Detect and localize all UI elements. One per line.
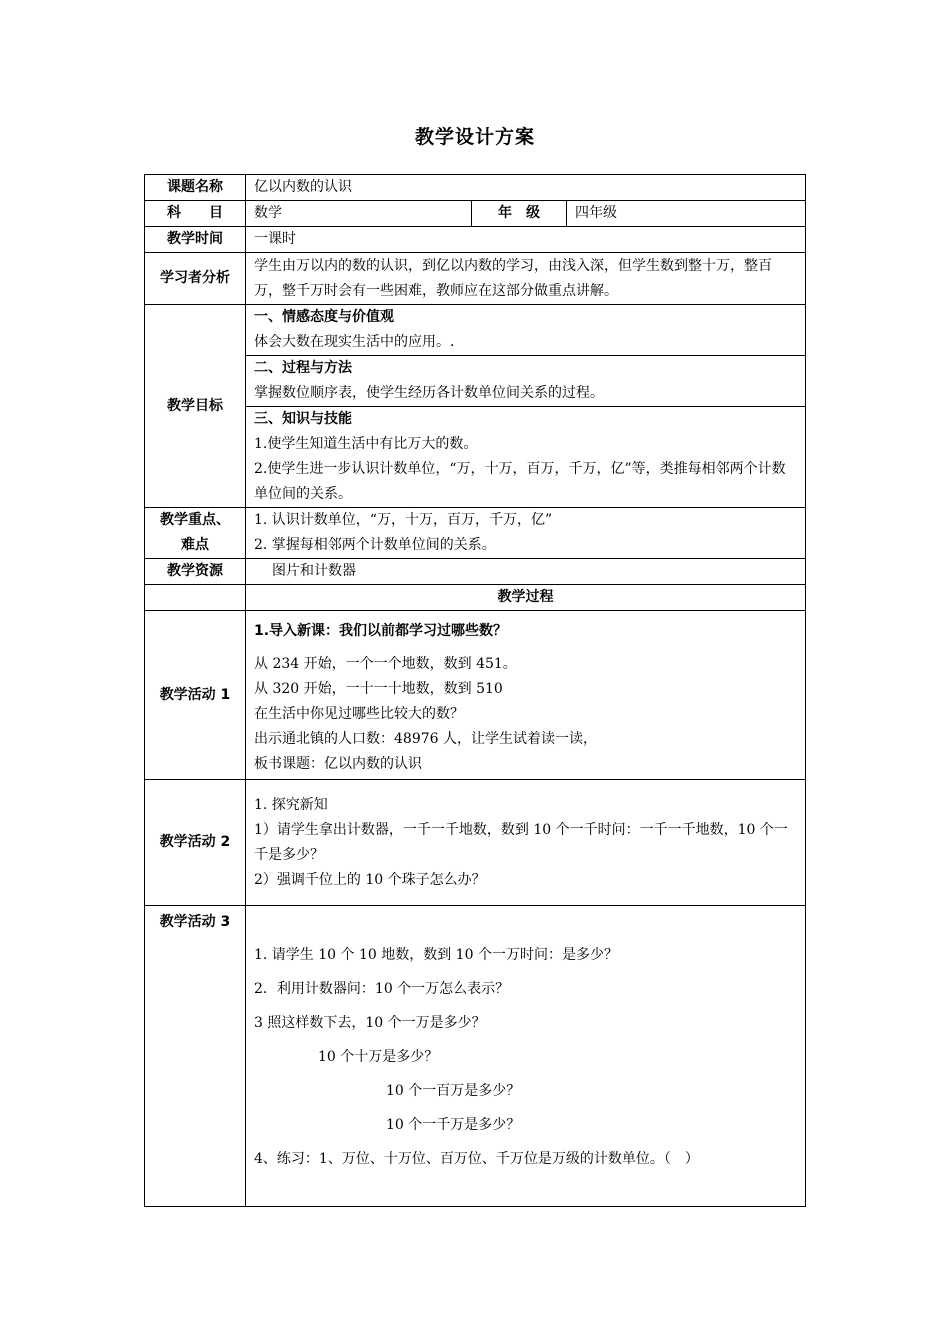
learner-value: 学生由万以内的数的认识，到亿以内数的学习，由浅入深，但学生数到整十万，整百万，整千万时会有一些困难，教师应在这部分做重点讲解。	[246, 253, 806, 305]
activity-2-line-2: 1）请学生拿出计数器，一千一千地数，数到 10 个一千时问：一千一千地数，10 个一千是多少？	[254, 821, 788, 863]
activity-2-content	[246, 780, 806, 906]
keypoint-line-2: 2. 掌握每相邻两个计数单位间的关系。	[254, 537, 496, 553]
row-learner	[145, 253, 806, 305]
activity-2-line-1: 1. 探究新知	[254, 796, 328, 813]
row-activity-3	[145, 906, 806, 1207]
keypoints-label-line-2: 难点	[181, 537, 209, 553]
activity-2-line-3: 2）强调千位上的 10 个珠子怎么办？	[254, 871, 486, 888]
document-title: 教学设计方案	[414, 126, 535, 148]
activity-2-label: 教学活动 2	[145, 780, 246, 906]
activity-1-line-5: 板书课题：亿以内数的认识	[254, 756, 422, 772]
goals-label: 教学目标	[145, 305, 246, 508]
keypoint-line-1: 1. 认识计数单位，“万，十万，百万，千万，亿”	[254, 512, 553, 528]
lesson-plan-table	[144, 174, 806, 1207]
keypoints-value	[246, 508, 806, 559]
goal-2-heading: 二、过程与方法	[254, 360, 352, 376]
process-header-blank	[145, 585, 246, 611]
goal-section-3	[246, 407, 806, 508]
activity-3-content	[246, 906, 806, 1207]
goal-3-line-2: 2.使学生进一步认识计数单位，“万，十万，百万，千万，亿”等，类推每相邻两个计数单位间的关系。	[254, 461, 786, 502]
row-activity-2	[145, 780, 806, 906]
row-time	[145, 227, 806, 253]
keypoints-label-line-1: 教学重点、	[160, 512, 230, 528]
activity-3-line-4: 10 个十万是多少？	[318, 1048, 439, 1065]
activity-1-heading: 1.导入新课：我们以前都学习过哪些数？	[254, 623, 508, 639]
activity-3-line-5: 10 个一百万是多少？	[386, 1082, 521, 1099]
goal-2-text: 掌握数位顺序表，使学生经历各计数单位间关系的过程。	[254, 385, 604, 401]
activity-1-line-4: 出示通北镇的人口数：48976 人，让学生试着读一读，	[254, 731, 597, 747]
activity-1-line-2: 从 320 开始，一十一十地数，数到 510	[254, 681, 503, 697]
goal-3-heading: 三、知识与技能	[254, 411, 352, 427]
goal-1-heading: 一、情感态度与价值观	[254, 309, 394, 325]
row-process-header	[145, 585, 806, 611]
row-activity-1	[145, 611, 806, 780]
activity-1-content	[246, 611, 806, 780]
resources-value: 图片和计数器	[246, 559, 806, 585]
time-value: 一课时	[246, 227, 806, 253]
topic-value: 亿以内数的认识	[246, 175, 806, 201]
activity-3-line-2: 2．利用计数器问：10 个一万怎么表示？	[254, 980, 510, 997]
activity-3-line-3: 3 照这样数下去，10 个一万是多少？	[254, 1014, 486, 1031]
activity-3-line-1: 1. 请学生 10 个 10 地数，数到 10 个一万时问：是多少？	[254, 946, 618, 963]
topic-label: 课题名称	[145, 175, 246, 201]
learner-label: 学习者分析	[145, 253, 246, 305]
subject-value: 数学	[246, 201, 472, 227]
subject-label: 科 目	[145, 201, 246, 227]
resources-label: 教学资源	[145, 559, 246, 585]
row-topic	[145, 175, 806, 201]
activity-3-label: 教学活动 3	[145, 906, 246, 1207]
row-goal-1	[145, 305, 806, 356]
time-label: 教学时间	[145, 227, 246, 253]
grade-value: 四年级	[567, 201, 806, 227]
keypoints-label	[145, 508, 246, 559]
activity-3-line-7: 4、练习：1、万位、十万位、百万位、千万位是万级的计数单位。（ ）	[254, 1150, 699, 1167]
process-header: 教学过程	[246, 585, 806, 611]
goal-section-1	[246, 305, 806, 356]
activity-1-line-3: 在生活中你见过哪些比较大的数？	[254, 706, 464, 722]
goal-3-line-1: 1.使学生知道生活中有比万大的数。	[254, 436, 478, 452]
goal-section-2	[246, 356, 806, 407]
activity-3-line-6: 10 个一千万是多少？	[386, 1116, 521, 1133]
goal-1-text: 体会大数在现实生活中的应用。.	[254, 334, 455, 350]
activity-1-line-1: 从 234 开始，一个一个地数，数到 451。	[254, 656, 517, 672]
row-keypoints	[145, 508, 806, 559]
activity-1-label: 教学活动 1	[145, 611, 246, 780]
grade-label: 年 级	[472, 201, 567, 227]
row-resources	[145, 559, 806, 585]
row-subject	[145, 201, 806, 227]
